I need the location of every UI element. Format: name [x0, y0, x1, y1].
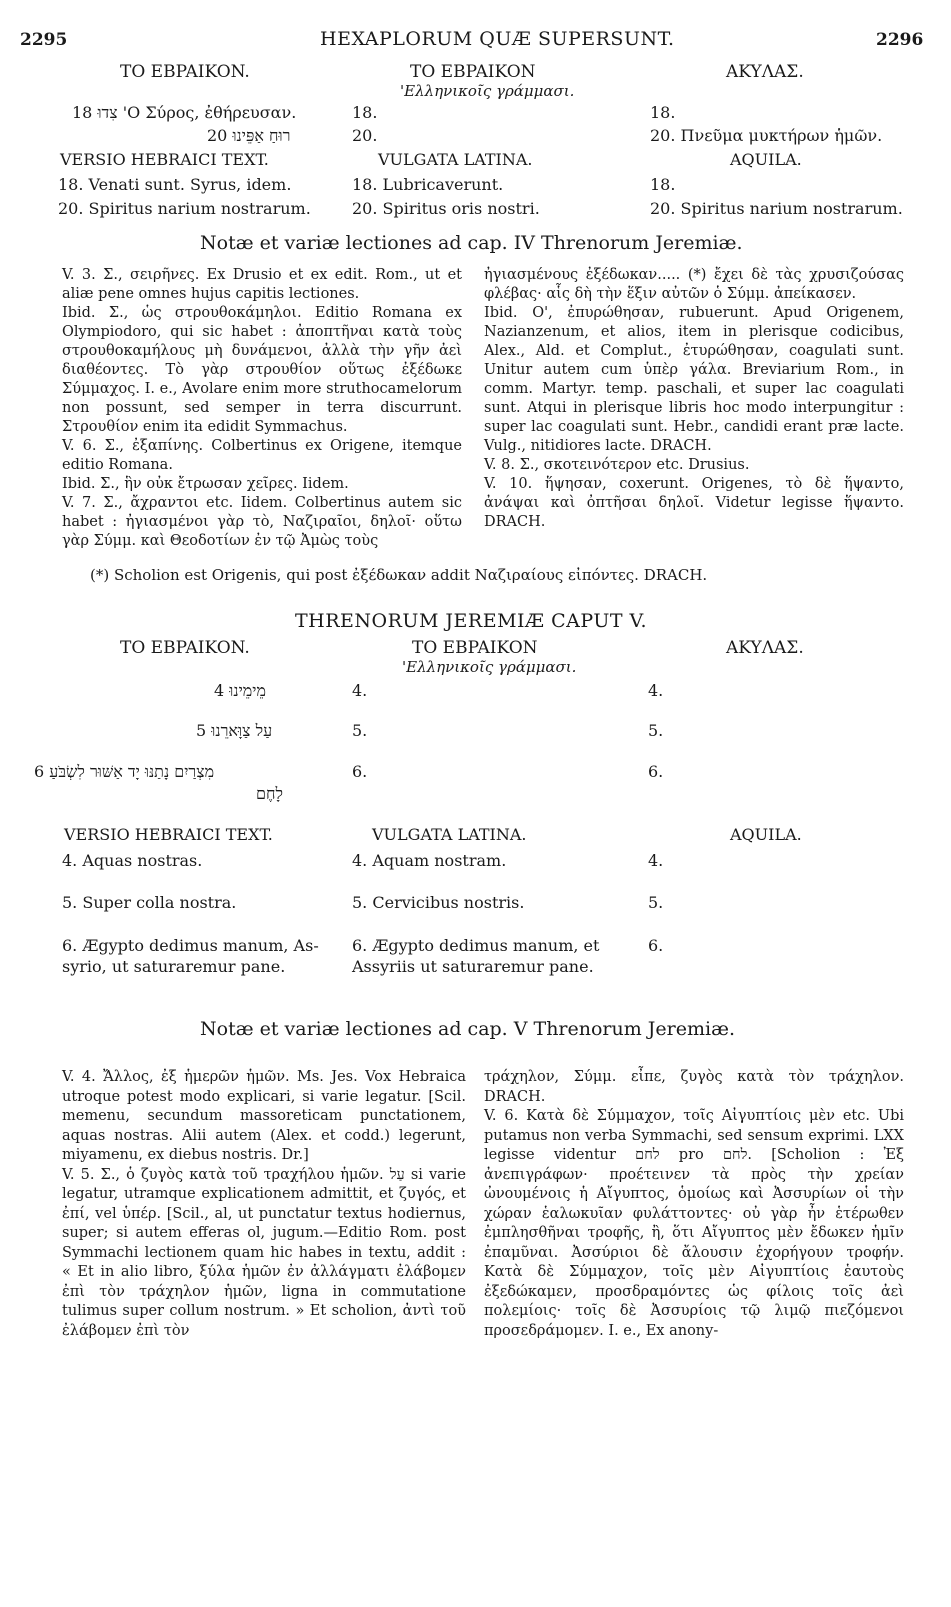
latin-title-right: AQUILA. — [730, 150, 802, 169]
note-paragraph: Ibid. Σ., ἣν οὐκ ἔτρωσαν χεῖρες. Iidem. — [62, 476, 349, 492]
aquila-row-5: 5. — [648, 721, 664, 740]
note-paragraph: V. 7. Σ., ἄχραντοι etc. Iidem. Colbertinus autem sic habet : ἠγιασμένοι γὰρ τὸ, Ναζιραῖοι, δηλοῖ· οὕτω γὰρ Σύμμ. καὶ Θεοδοτίων ἐν τῷ Ἀμὼς τοὺς — [62, 495, 462, 549]
running-title: HEXAPLORUM QUÆ SUPERSUNT. — [320, 28, 675, 50]
page-number-left: 2295 — [20, 30, 68, 50]
greek-row-5: 5. — [352, 721, 368, 740]
latin-5-left: 5. Super colla nostra. — [62, 893, 237, 912]
notes-ch5-title: Notæ et variæ lectiones ad cap. V Threnorum Jeremiæ. — [200, 1018, 735, 1040]
col-heb-title: TO EBPAIKON. — [120, 62, 250, 82]
latin-5-mid: 5. Cervicibus nostris. — [352, 893, 525, 912]
hebrew-row-5: עַל צַוָּארֵנוּ 5 — [196, 721, 273, 740]
hebrew-row-20: רוּחַ אַפֵּינוּ 20 — [207, 126, 291, 145]
aquila-row-20: 20. Πνεῦμα μυκτήρων ἡμῶν. — [650, 126, 883, 145]
footnote: (*) Scholion est Origenis, qui post ἐξέδωκαν addit Ναζιραίους εἰπόντες. DRACH. — [90, 566, 708, 584]
col-greek-title: TO EBPAIKON — [410, 62, 536, 82]
latin-18-right: 18. — [650, 175, 676, 194]
latin-title-right-2: AQUILA. — [730, 825, 802, 844]
col-aquila-title: AKYΛAΣ. — [726, 62, 804, 82]
note-paragraph: V. 5. Σ., ὁ ζυγὸς κατὰ τοῦ τραχήλου ἡμῶν. עַל si varie legatur, utramque explicationem admittit, et ζυγός, et ἐπί, vel ὑπέρ. [Scil., al, ut punctatur textus hodiernus, super; si autem efferas ol, jugum.—Editio Rom. post Symmachi lectionem quam hic habes in textu, addit : « Et in alio libro, ξύλα ἡμῶν ἐν ἀλλάγματι ἐλάβομεν ἐπὶ τὸν τράχηλον ἡμῶν, ligna in commutatione tulimus super collum nostrum. » Et scholion, ἀντὶ τοῦ ἐλάβομεν ἐπὶ τὸν — [62, 1166, 466, 1339]
note-paragraph: Ibid. Σ., ὡς στρουθοκάμηλοι. Editio Romana ex Olympiodoro, qui sic habet : ἀποπτῆναι κατὰ τοὺς στρουθοκαμήλους μὴ δυνάμενοι, ἀλλὰ τὴν γῆν ἀεὶ διαθέοντες. Τὸ γὰρ στρουθίον οὕτως ἐξέδωκε Σύμμαχος. I. e., Avolare enim more struthocamelorum non possunt, sed semper in terra discurrunt. Στρουθίον enim ita edidit Symmachus. — [62, 305, 462, 435]
note-paragraph: τράχηλον, Σύμμ. εἶπε, ζυγὸς κατὰ τὸν τράχηλον. DRACH. — [484, 1069, 904, 1105]
latin-title-left: VERSIO HEBRAICI TEXT. — [60, 150, 269, 169]
greek-row-18: 18. — [352, 103, 378, 122]
latin-4-right: 4. — [648, 851, 664, 870]
aquila-row-18: 18. — [650, 103, 676, 122]
note-paragraph: V. 3. Σ., σειρῆνες. Ex Drusio et ex edit. Rom., ut et aliæ pene omnes hujus capitis lectiones. — [62, 267, 462, 302]
latin-20-left: 20. Spiritus narium nostrarum. — [58, 199, 311, 218]
latin-20-right: 20. Spiritus narium nostrarum. — [650, 199, 903, 218]
hebrew-row-6: מִצְרַיִם נָתַנּוּ יָד אַשּׁוּר לִשְׂבֹּעַ 6 — [34, 762, 215, 781]
page-number-right: 2296 — [876, 30, 924, 50]
note-paragraph: V. 6. Κατὰ δὲ Σύμμαχον, τοῖς Αἰγυπτίοις μὲν etc. Ubi putamus non verba Symmachi, sed sensum exprimi. LXX legisse videntur לחם pro לחם. [Scholion : Ἐξ ἀνεπιγράφων· προέτεινεν τὰ πρὸς τὴν χρείαν ὠνουμένοις ἡ Αἴγυπτος, ὁμοίως καὶ Ἀσσυρίων οἱ τὴν χώραν ἑαλωκυῖαν φυλάττοντες· οὐ γὰρ ἦν ἑτέρωθεν ἐμπλησθῆναι τροφῆς, ἢ, ὅτι Αἴγυπτος μὲν ἔδωκεν ἡμῖν ἐπαμῦναι. Ἀσσύριοι δὲ ἄλουσιν ἐχορήγουν τροφήν. Κατὰ δὲ Σύμμαχον, τοῖς μὲν Αἰγυπτίοις ἑαυτοὺς ἐξεδώκαμεν, προσδραμόντες ὡς φίλοις τοῖς ἀεὶ πολεμίοις· τοῖς δὲ Ἀσσυρίοις τῷ λιμῷ πιεζόμενοι προσεδράμομεν. I. e., Ex anony- — [484, 1108, 904, 1339]
aquila-row-6: 6. — [648, 762, 664, 781]
latin-title-mid-2: VULGATA LATINA. — [372, 825, 527, 844]
latin-4-left: 4. Aquas nostras. — [62, 851, 203, 870]
latin-6-left-line2: syrio, ut saturaremur pane. — [62, 957, 286, 976]
notes-ch5-left-column — [62, 1068, 466, 1341]
latin-6-left-line1: 6. Ægypto dedimus manum, As- — [62, 936, 319, 955]
latin-6-mid-line1: 6. Ægypto dedimus manum, et — [352, 936, 600, 955]
latin-title-left-2: VERSIO HEBRAICI TEXT. — [64, 825, 273, 844]
notes-ch5-right-column — [484, 1068, 904, 1341]
aquila-row-4: 4. — [648, 681, 664, 700]
latin-6-mid-line2: Assyriis ut saturaremur pane. — [352, 957, 594, 976]
greek-row-6: 6. — [352, 762, 368, 781]
hebrew-row-6-cont: לָחֶם — [256, 784, 283, 803]
col-greek-subtitle: 'Ελληνικοῖς γράμμασι. — [400, 82, 575, 100]
latin-6-right: 6. — [648, 936, 664, 955]
latin-18-mid: 18. Lubricaverunt. — [352, 175, 504, 194]
note-paragraph: V. 6. Σ., ἐξαπίνης. Colbertinus ex Origene, itemque editio Romana. — [62, 438, 462, 473]
greek-row-4: 4. — [352, 681, 368, 700]
notes-ch4-left-column — [62, 266, 462, 551]
note-paragraph: Ibid. Ο', ἐπυρώθησαν, rubuerunt. Apud Origenem, Nazianzenum, et alios, item in plerisque codicibus, Alex., Ald. et Complut., ἐτυρώθησαν, coagulati sunt. Unitur autem cum ὑπὲρ γάλα. Breviarium Rom., in comm. Martyr. temp. paschali, et super lac coagulati sunt. Atqui in plerisque libris hoc modo interpungitur : super lac coagulati sunt. Hebr., candidi erant præ lacte. Vulg., nitidiores lacte. DRACH. — [484, 305, 904, 454]
notes-ch4-title: Notæ et variæ lectiones ad cap. IV Threnorum Jeremiæ. — [200, 232, 743, 254]
notes-ch4-right-column — [484, 266, 904, 532]
greek-row-20: 20. — [352, 126, 378, 145]
note-paragraph: V. 4. Ἄλλος, ἐξ ἡμερῶν ἡμῶν. Ms. Jes. Vox Hebraica utroque potest modo explicari, si varie legatur. [Scil. memenu, secundum massoreticam punctationem, aquas nostras. Alii autem (Alex. et codd.) legerunt, miyamenu, ex diebus nostris. Dr.] — [62, 1069, 466, 1163]
chapter-title: THRENORUM JEREMIÆ CAPUT V. — [295, 610, 647, 632]
col-greek-title-2: TO EBPAIKON — [412, 638, 538, 658]
hebrew-row-18: צִדוּ 18 'Ο Σύρος, ἐθήρευσαν. — [72, 103, 297, 122]
latin-20-mid: 20. Spiritus oris nostri. — [352, 199, 540, 218]
latin-title-mid: VULGATA LATINA. — [378, 150, 533, 169]
latin-4-mid: 4. Aquam nostram. — [352, 851, 507, 870]
hebrew-row-4: מֵימֵינוּ 4 — [214, 681, 266, 700]
col-greek-subtitle-2: 'Ελληνικοῖς γράμμασι. — [402, 658, 577, 676]
note-paragraph: ἠγιασμένους ἐξέδωκαν..... (*) ἔχει δὲ τὰς χρυσιζούσας φλέβας· αἷς δὴ τὴν ἕξιν αὐτῶν ὁ Σύμμ. ἀπείκασεν. — [484, 267, 904, 302]
note-paragraph: V. 10. ἥψησαν, coxerunt. Origenes, τὸ δὲ ἥψαντο, ἀνάψαι καὶ ὀπτῆσαι δηλοῖ. Videtur legisse ἥψαντο. DRACH. — [484, 476, 904, 530]
col-aquila-title-2: AKYΛAΣ. — [726, 638, 804, 658]
latin-18-left: 18. Venati sunt. Syrus, idem. — [58, 175, 292, 194]
col-heb-title-2: TO EBPAIKON. — [120, 638, 250, 658]
latin-5-right: 5. — [648, 893, 664, 912]
note-paragraph: V. 8. Σ., σκοτεινότερον etc. Drusius. — [484, 457, 750, 473]
